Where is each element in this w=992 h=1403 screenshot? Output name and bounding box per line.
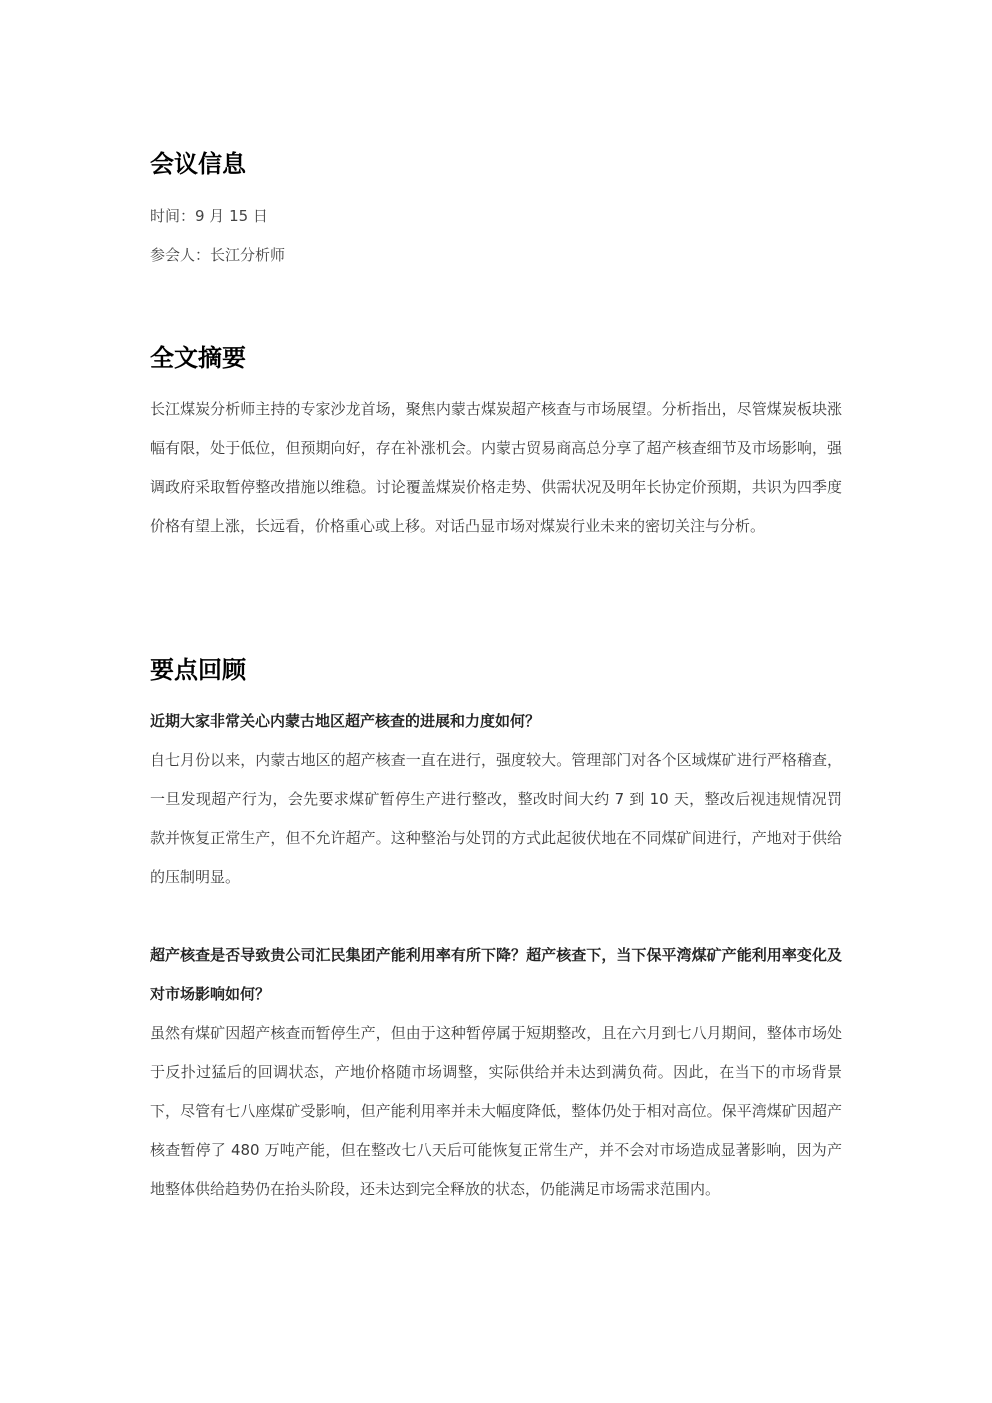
meeting-time: 时间：9 月 15 日 <box>150 207 268 225</box>
summary-text: 长江煤炭分析师主持的专家沙龙首场，聚焦内蒙古煤炭超产核查与市场展望。分析指出，尽管煤炭板块涨幅有限，处于低位，但预期向好，存在补涨机会。内蒙古贸易商高总分享了超产核查细节及市场影响，强调政府采取暂停整改措施以维稳。讨论覆盖煤炭价格走势、供需状况及明年长协定价预期，共识为四季度价格有望上涨，长远看，价格重心或上移。对话凸显市场对煤炭行业未来的密切关注与分析。 <box>150 400 842 535</box>
review-question-2: 超产核查是否导致贵公司汇民集团产能利用率有所下降？超产核查下，当下保平湾煤矿产能利用率变化及对市场影响如何？ <box>150 946 842 1003</box>
review-answer-1: 自七月份以来，内蒙古地区的超产核查一直在进行，强度较大。管理部门对各个区域煤矿进行严格稽查，一旦发现超产行为，会先要求煤矿暂停生产进行整改，整改时间大约 7 到 10 天，整改后视违规情况罚款并恢复正常生产，但不允许超产。这种整治与处罚的方式此起彼伏地在不同煤矿间进行，产地对于供给的压制明显。 <box>150 751 842 886</box>
meeting-participants: 参会人：长江分析师 <box>150 246 286 264</box>
summary-heading: 全文摘要 <box>150 344 246 372</box>
meeting-info-heading: 会议信息 <box>150 150 246 178</box>
review-heading: 要点回顾 <box>150 656 246 684</box>
review-question-1: 近期大家非常关心内蒙古地区超产核查的进展和力度如何？ <box>150 712 541 730</box>
review-answer-2: 虽然有煤矿因超产核查而暂停生产，但由于这种暂停属于短期整改，且在六月到七八月期间，整体市场处于反扑过猛后的回调状态，产地价格随市场调整，实际供给并未达到满负荷。因此，在当下的市场背景下，尽管有七八座煤矿受影响，但产能利用率并未大幅度降低，整体仍处于相对高位。保平湾煤矿因超产核查暂停了 480 万吨产能，但在整改七八天后可能恢复正常生产，并不会对市场造成显著影响，因为产地整体供给趋势仍在抬头阶段，还未达到完全释放的状态，仍能满足市场需求范围内。 <box>150 1024 842 1198</box>
